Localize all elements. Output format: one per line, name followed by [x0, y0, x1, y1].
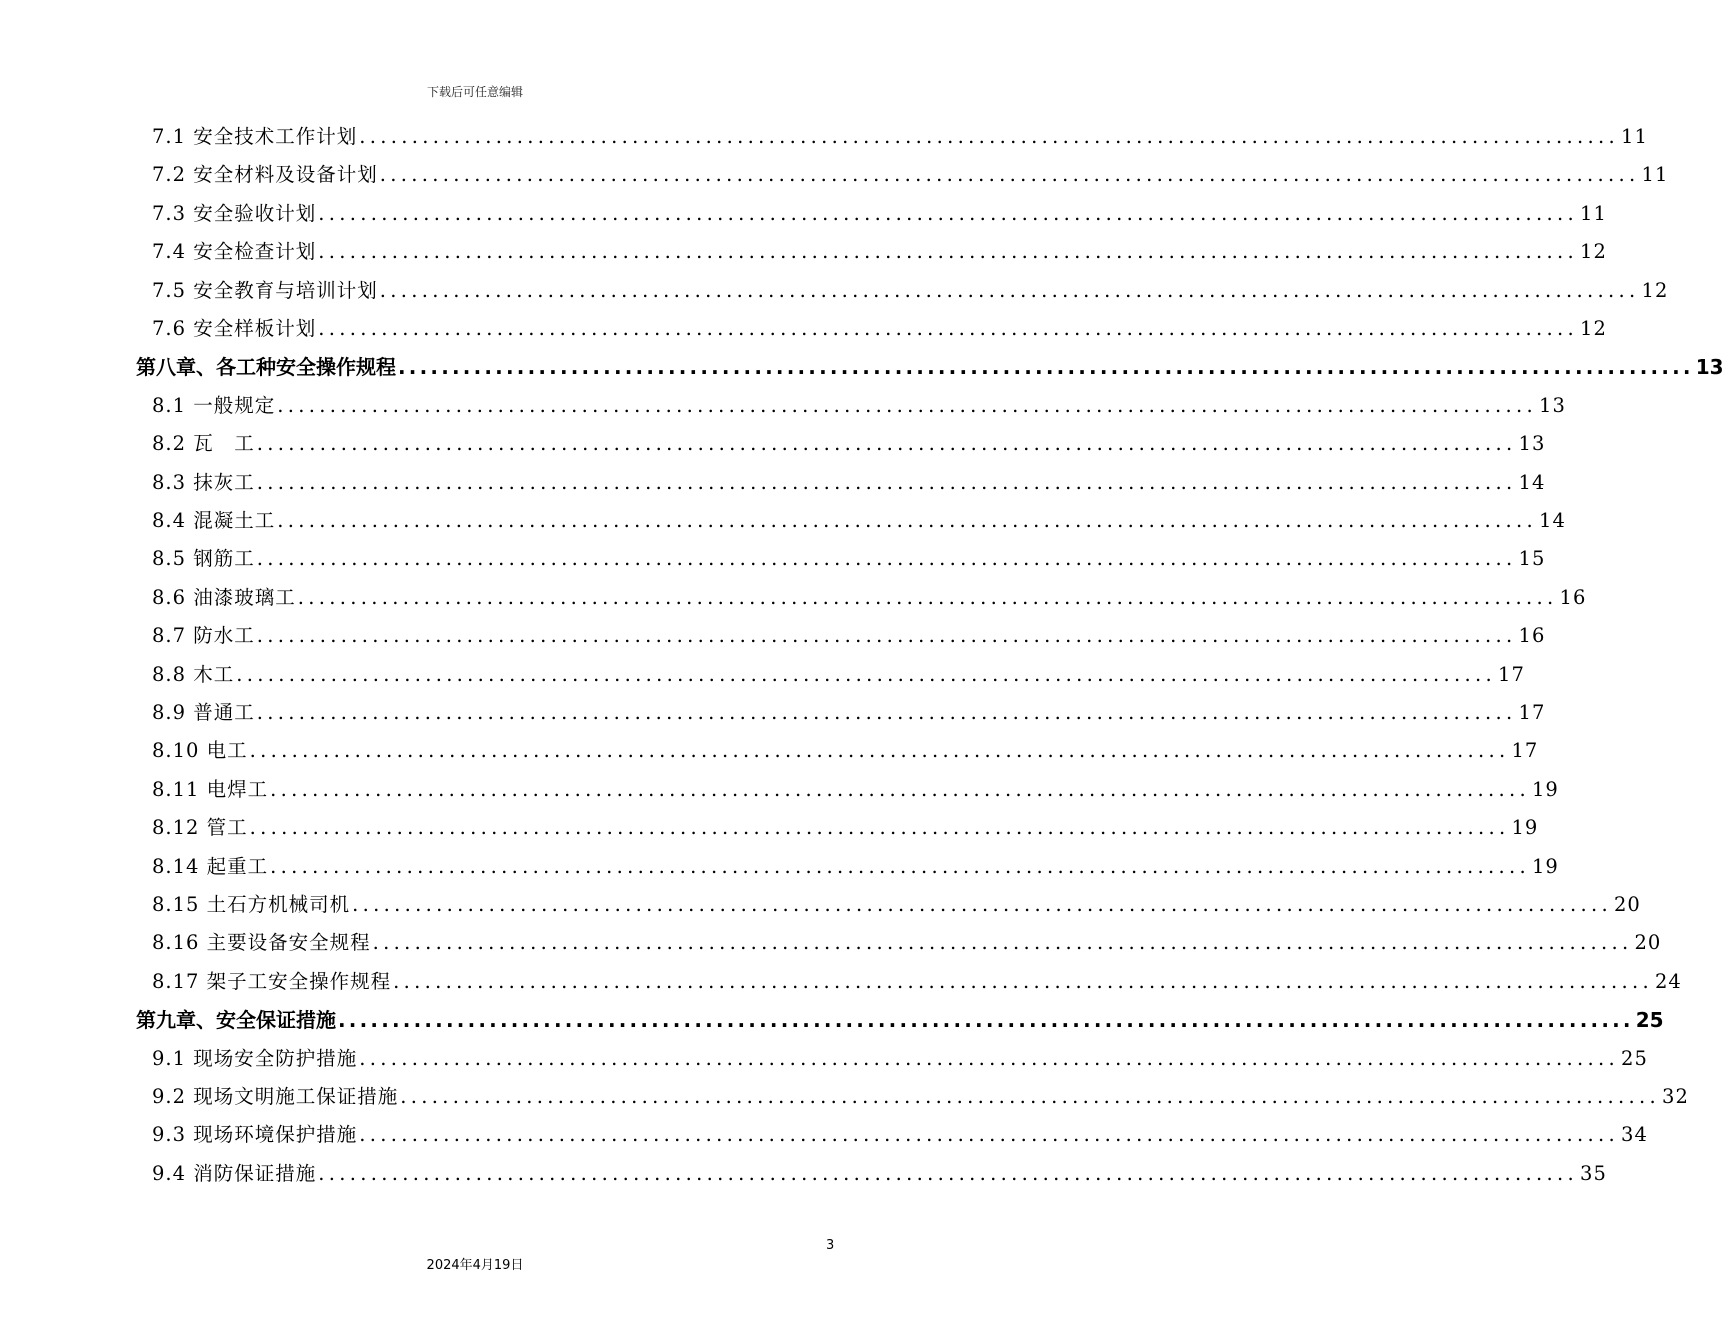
- toc-entry-page: 34: [1621, 1123, 1648, 1147]
- toc-leader-dots: ........................................................................................................................: [297, 585, 1558, 609]
- toc-section-entry[interactable]: [152, 195, 1607, 233]
- toc-leader-dots: ........................................................................................................................: [359, 1123, 1620, 1147]
- toc-entry-title: 8.14 起重工: [152, 854, 269, 878]
- toc-section-entry[interactable]: [152, 924, 1662, 962]
- toc-entry-page: 17: [1511, 739, 1539, 763]
- toc-entry-page: 19: [1511, 816, 1539, 840]
- footer-date: 2024年4月19日: [426, 1258, 524, 1273]
- toc-entry-page: 13: [1695, 355, 1724, 380]
- toc-entry-page: 12: [1641, 278, 1669, 302]
- toc-entry-title: 8.6 油漆玻璃工: [152, 585, 296, 609]
- toc-entry-title: 7.5 安全教育与培训计划: [152, 278, 378, 302]
- toc-section-entry[interactable]: [152, 694, 1546, 732]
- toc-section-entry[interactable]: [152, 963, 1682, 1001]
- toc-leader-dots: ........................................................................................................................: [318, 201, 1579, 225]
- toc-entry-page: 13: [1518, 432, 1546, 456]
- toc-entry-page: 14: [1539, 509, 1566, 532]
- toc-entry-page: 20: [1634, 931, 1662, 955]
- toc-entry-page: 16: [1559, 585, 1587, 609]
- toc-section-entry[interactable]: [152, 1040, 1648, 1078]
- toc-entry-title: 8.15 土石方机械司机: [152, 893, 351, 916]
- toc-entry-page: 25: [1635, 1008, 1664, 1033]
- toc-entry-page: 11: [1641, 163, 1669, 187]
- toc-leader-dots: ........................................................................................................................: [400, 1085, 1661, 1108]
- toc-entry-title: 8.8 木工: [152, 662, 235, 686]
- toc-entry-page: 12: [1580, 317, 1607, 340]
- toc-entry-title: 第九章、安全保证措施: [136, 1008, 336, 1033]
- toc-entry-title: 9.1 现场安全防护措施: [152, 1046, 358, 1070]
- toc-entry-title: 8.16 主要设备安全规程: [152, 931, 371, 955]
- toc-leader-dots: ........................................................................................................................: [379, 278, 1640, 302]
- page-header: 下载后可任意编辑: [426, 85, 523, 99]
- toc-section-entry[interactable]: [152, 656, 1525, 694]
- toc-entry-page: 15: [1518, 547, 1546, 571]
- toc-entry-title: 8.10 电工: [152, 739, 248, 763]
- toc-leader-dots: ........................................................................................................................: [236, 662, 1497, 686]
- toc-section-entry[interactable]: [152, 156, 1669, 194]
- toc-section-entry[interactable]: [152, 425, 1546, 463]
- toc-leader-dots: ........................................................................................................................: [379, 163, 1640, 187]
- toc-leader-dots: ........................................................................................................................: [270, 854, 1530, 878]
- toc-section-entry[interactable]: [152, 1116, 1648, 1154]
- toc-entry-title: 8.7 防水工: [152, 624, 255, 648]
- toc-section-entry[interactable]: [152, 1155, 1607, 1193]
- toc-leader-dots: ........................................................................................................................: [277, 393, 1538, 417]
- toc-entry-page: 11: [1621, 125, 1648, 148]
- toc-section-entry[interactable]: [152, 502, 1566, 540]
- toc-entry-page: 16: [1518, 624, 1546, 648]
- toc-entry-title: 7.3 安全验收计划: [152, 201, 317, 225]
- toc-entry-title: 第八章、各工种安全操作规程: [136, 355, 396, 380]
- toc-entry-title: 9.2 现场文明施工保证措施: [152, 1085, 399, 1108]
- toc-entry-page: 25: [1621, 1046, 1648, 1070]
- toc-leader-dots: ........................................................................................................................: [249, 739, 1510, 763]
- toc-leader-dots: ........................................................................................................................: [256, 624, 1517, 648]
- toc-entry-page: 19: [1531, 777, 1559, 801]
- toc-leader-dots: ........................................................................................................................: [256, 470, 1517, 494]
- page-number: 3: [826, 1238, 835, 1253]
- toc-entry-title: 7.1 安全技术工作计划: [152, 125, 358, 148]
- toc-entry-page: 20: [1613, 893, 1641, 916]
- toc-leader-dots: ........................................................................................................................: [359, 1046, 1620, 1070]
- toc-section-entry[interactable]: [152, 464, 1546, 502]
- toc-entry-page: 11: [1580, 201, 1607, 225]
- toc-entry-title: 7.4 安全检查计划: [152, 240, 317, 264]
- toc-entry-page: 13: [1539, 393, 1566, 417]
- toc-leader-dots: ........................................................................................................................: [256, 432, 1517, 456]
- toc-entry-page: 35: [1580, 1161, 1607, 1185]
- toc-leader-dots: ........................................................................................................................: [352, 893, 1612, 916]
- toc-entry-title: 8.9 普通工: [152, 701, 255, 724]
- toc-leader-dots: ........................................................................................................................: [249, 816, 1510, 840]
- toc-entry-page: 17: [1498, 662, 1525, 686]
- toc-leader-dots: ........................................................................................................................: [338, 1008, 1634, 1033]
- toc-entry-title: 9.3 现场环境保护措施: [152, 1123, 358, 1147]
- toc-section-entry[interactable]: [152, 848, 1559, 886]
- toc-leader-dots: ........................................................................................................................: [256, 701, 1517, 724]
- toc-entry-page: 17: [1518, 701, 1546, 724]
- toc-leader-dots: ........................................................................................................................: [393, 969, 1653, 993]
- toc-section-entry[interactable]: [152, 617, 1546, 655]
- toc-leader-dots: ........................................................................................................................: [359, 125, 1620, 148]
- toc-section-entry[interactable]: [152, 771, 1559, 809]
- toc-entry-title: 8.17 架子工安全操作规程: [152, 969, 392, 993]
- toc-leader-dots: ........................................................................................................................: [270, 777, 1530, 801]
- toc-section-entry[interactable]: [152, 579, 1587, 617]
- toc-entry-title: 8.3 抹灰工: [152, 470, 255, 494]
- toc-leader-dots: ........................................................................................................................: [318, 1161, 1579, 1185]
- toc-section-entry[interactable]: [152, 310, 1607, 348]
- toc-entry-title: 8.12 管工: [152, 816, 248, 840]
- toc-entry-title: 8.2 瓦 工: [152, 432, 255, 456]
- toc-entry-title: 7.6 安全样板计划: [152, 317, 317, 340]
- toc-entry-title: 9.4 消防保证措施: [152, 1161, 317, 1185]
- toc-section-entry[interactable]: [152, 387, 1566, 425]
- toc-leader-dots: ........................................................................................................................: [318, 240, 1579, 264]
- toc-entry-page: 24: [1654, 969, 1682, 993]
- toc-entry-page: 14: [1518, 470, 1546, 494]
- toc-entry-title: 8.5 钢筋工: [152, 547, 255, 571]
- toc-section-entry[interactable]: [152, 809, 1539, 847]
- toc-leader-dots: ........................................................................................................................: [318, 317, 1579, 340]
- toc-section-entry[interactable]: [152, 732, 1539, 770]
- toc-entry-title: 8.4 混凝土工: [152, 509, 276, 532]
- toc-section-entry[interactable]: [152, 1078, 1689, 1116]
- toc-entry-page: 12: [1580, 240, 1607, 264]
- toc-section-entry[interactable]: [152, 118, 1648, 156]
- toc-section-entry[interactable]: [152, 540, 1546, 578]
- toc-section-entry[interactable]: [152, 886, 1641, 924]
- toc-entry-page: 32: [1662, 1085, 1689, 1108]
- toc-section-entry[interactable]: [152, 272, 1669, 310]
- toc-chapter-entry[interactable]: [136, 348, 1724, 386]
- toc-leader-dots: ........................................................................................................................: [372, 931, 1633, 955]
- toc-leader-dots: ........................................................................................................................: [398, 355, 1694, 380]
- toc-entry-title: 8.11 电焊工: [152, 777, 269, 801]
- toc-chapter-entry[interactable]: [136, 1001, 1664, 1039]
- toc-entry-title: 7.2 安全材料及设备计划: [152, 163, 378, 187]
- toc-leader-dots: ........................................................................................................................: [256, 547, 1517, 571]
- toc-entry-page: 19: [1531, 854, 1559, 878]
- toc-leader-dots: ........................................................................................................................: [277, 509, 1538, 532]
- toc-section-entry[interactable]: [152, 233, 1607, 271]
- toc-entry-title: 8.1 一般规定: [152, 393, 276, 417]
